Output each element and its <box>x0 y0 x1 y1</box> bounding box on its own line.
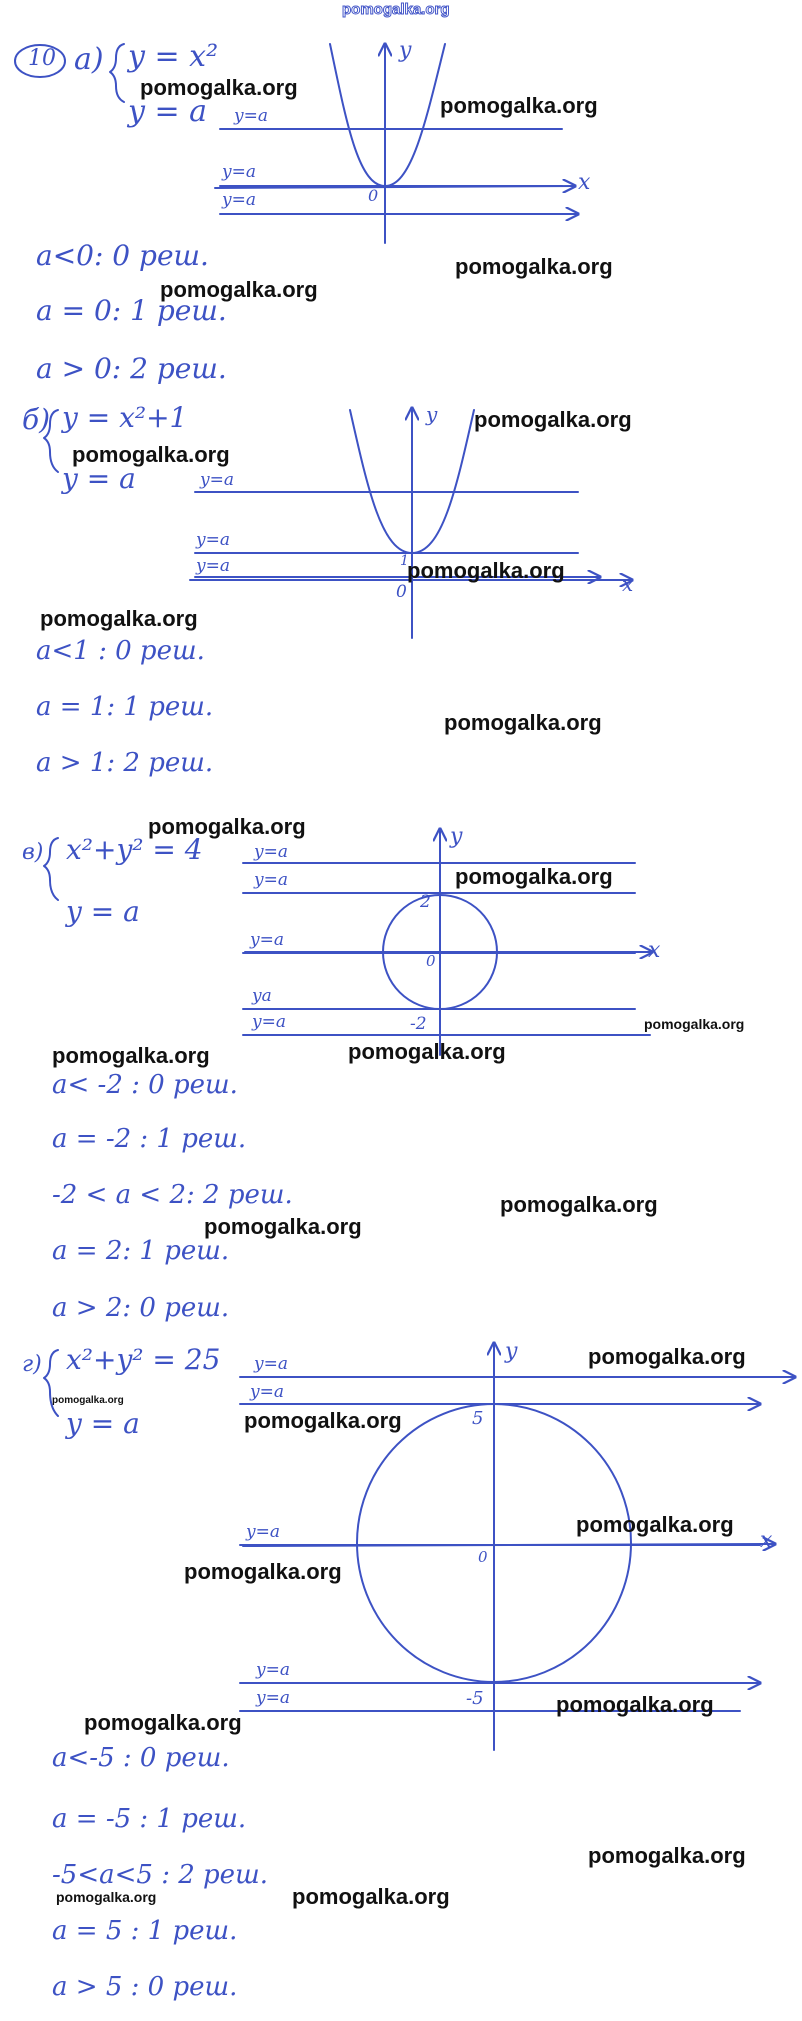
part-c-x-axis-label: x <box>648 938 661 963</box>
watermark: pomogalka.org <box>140 75 298 100</box>
part-d-answer-2: a = -5 : 1 реш. <box>52 1804 247 1834</box>
part-a-origin-label: 0 <box>368 186 379 205</box>
part-d-label: г) <box>22 1352 42 1377</box>
part-c-answer-5: a > 2: 0 реш. <box>52 1293 230 1323</box>
watermark: pomogalka.org <box>440 93 598 118</box>
part-b-answer-2: a = 1: 1 реш. <box>36 692 214 722</box>
watermark: pomogalka.org <box>84 1710 242 1735</box>
watermark: pomogalka.org <box>204 1214 362 1239</box>
part-a-answer-1: a<0: 0 реш. <box>36 239 209 272</box>
part-d-origin-label: 0 <box>478 1548 488 1566</box>
part-d-line-label-5: y=a <box>256 1688 290 1708</box>
watermark: pomogalka.org <box>148 814 306 839</box>
watermark: pomogalka.org <box>444 710 602 735</box>
part-c-line-label-5: y=a <box>252 1012 286 1032</box>
part-a-equation-1: y = x² <box>128 39 219 74</box>
part-b-answer-1: a<1 : 0 реш. <box>36 636 205 666</box>
watermark: pomogalka.org <box>455 864 613 889</box>
part-d-tick-top: 5 <box>472 1408 484 1429</box>
watermark: pomogalka.org <box>576 1512 734 1537</box>
part-c-answer-4: a = 2: 1 реш. <box>52 1236 230 1266</box>
part-c-answer-3: -2 < a < 2: 2 реш. <box>52 1180 293 1210</box>
part-c-equation-1: x²+y² = 4 <box>66 833 203 866</box>
part-c-line-label-2: y=a <box>254 870 288 890</box>
part-a-line-label-2: y=a <box>222 162 256 182</box>
watermark: pomogalka.org <box>644 1016 745 1032</box>
problem-number: 10 <box>28 46 56 71</box>
part-c-tick-top: 2 <box>420 892 431 912</box>
watermark: pomogalka.org <box>184 1559 342 1584</box>
part-c-origin-label: 0 <box>426 952 436 970</box>
part-b-equation-2: y = a <box>62 462 136 495</box>
watermark: pomogalka.org <box>244 1408 402 1433</box>
part-b-line-label-2: y=a <box>196 530 230 550</box>
part-d-tick-bottom: -5 <box>466 1688 484 1709</box>
part-b-label: б) <box>22 403 51 436</box>
part-b-line-label-1: y=a <box>200 470 234 490</box>
watermark: pomogalka.org <box>455 254 613 279</box>
watermark: pomogalka.org <box>500 1192 658 1217</box>
part-d-equation-1: x²+y² = 25 <box>66 1343 221 1376</box>
part-b-line-label-3: y=a <box>196 556 230 576</box>
watermark: pomogalka.org <box>348 1039 506 1064</box>
part-c-answer-2: a = -2 : 1 реш. <box>52 1124 247 1154</box>
part-d-line-label-4: y=a <box>256 1660 290 1680</box>
brace-d <box>44 1350 58 1416</box>
graph-a-parabola <box>330 44 445 186</box>
part-d-line-label-2: y=a <box>250 1382 284 1402</box>
part-a-line-label-3: y=a <box>222 190 256 210</box>
part-a-answer-3: a > 0: 2 реш. <box>36 352 227 385</box>
part-d-x-axis-label: x <box>760 1528 773 1553</box>
watermark: pomogalka.org <box>407 558 565 583</box>
watermark: pomogalka.org <box>474 407 632 432</box>
part-c-answer-1: a< -2 : 0 реш. <box>52 1070 238 1100</box>
header-watermark: pomogalka.org <box>342 1 450 18</box>
part-b-origin-label: 0 <box>396 582 407 602</box>
part-b-tick-one: 1 <box>400 553 409 569</box>
part-d-answer-4: a = 5 : 1 реш. <box>52 1916 238 1946</box>
part-d-answer-5: a > 5 : 0 реш. <box>52 1972 238 2002</box>
watermark: pomogalka.org <box>556 1692 714 1717</box>
part-a-answer-2: a = 0: 1 реш. <box>36 294 227 327</box>
part-b-y-axis-label: y <box>426 402 438 426</box>
watermark: pomogalka.org <box>52 1043 210 1068</box>
watermark: pomogalka.org <box>292 1884 450 1909</box>
watermark: pomogalka.org <box>588 1843 746 1868</box>
part-a-y-axis-label: y <box>399 38 412 63</box>
part-c-equation-2: y = a <box>66 895 140 928</box>
part-b-answer-3: a > 1: 2 реш. <box>36 748 214 778</box>
part-b-equation-1: y = x²+1 <box>62 401 188 434</box>
part-c-line-label-4: ya <box>252 986 272 1006</box>
part-d-line-label-3: y=a <box>246 1522 280 1542</box>
part-c-line-label-1: y=a <box>254 842 288 862</box>
part-a-x-axis-label: x <box>578 170 591 195</box>
watermark: pomogalka.org <box>72 442 230 467</box>
brace-c <box>44 838 58 900</box>
part-b-x-axis-label: x <box>622 572 634 596</box>
part-d-equation-2: y = a <box>66 1407 140 1440</box>
part-c-label: в) <box>22 840 44 865</box>
part-c-line-label-3: y=a <box>250 930 284 950</box>
watermark: pomogalka.org <box>160 277 318 302</box>
part-d-y-axis-label: y <box>505 1339 518 1364</box>
part-a-label: а) <box>74 42 104 77</box>
part-d-answer-1: a<-5 : 0 реш. <box>52 1743 230 1773</box>
watermark: pomogalka.org <box>56 1889 157 1905</box>
watermark: pomogalka.org <box>40 606 198 631</box>
part-c-y-axis-label: y <box>450 824 463 849</box>
part-d-answer-3: -5<a<5 : 2 реш. <box>52 1860 268 1890</box>
brace-a <box>110 44 124 102</box>
part-a-equation-2: y = a <box>128 94 208 129</box>
watermark: pomogalka.org <box>588 1344 746 1369</box>
part-c-tick-bottom: -2 <box>410 1014 427 1034</box>
part-d-line-label-1: y=a <box>254 1354 288 1374</box>
watermark: pomogalka.org <box>52 1395 124 1406</box>
part-a-line-label-1: y=a <box>234 106 268 126</box>
